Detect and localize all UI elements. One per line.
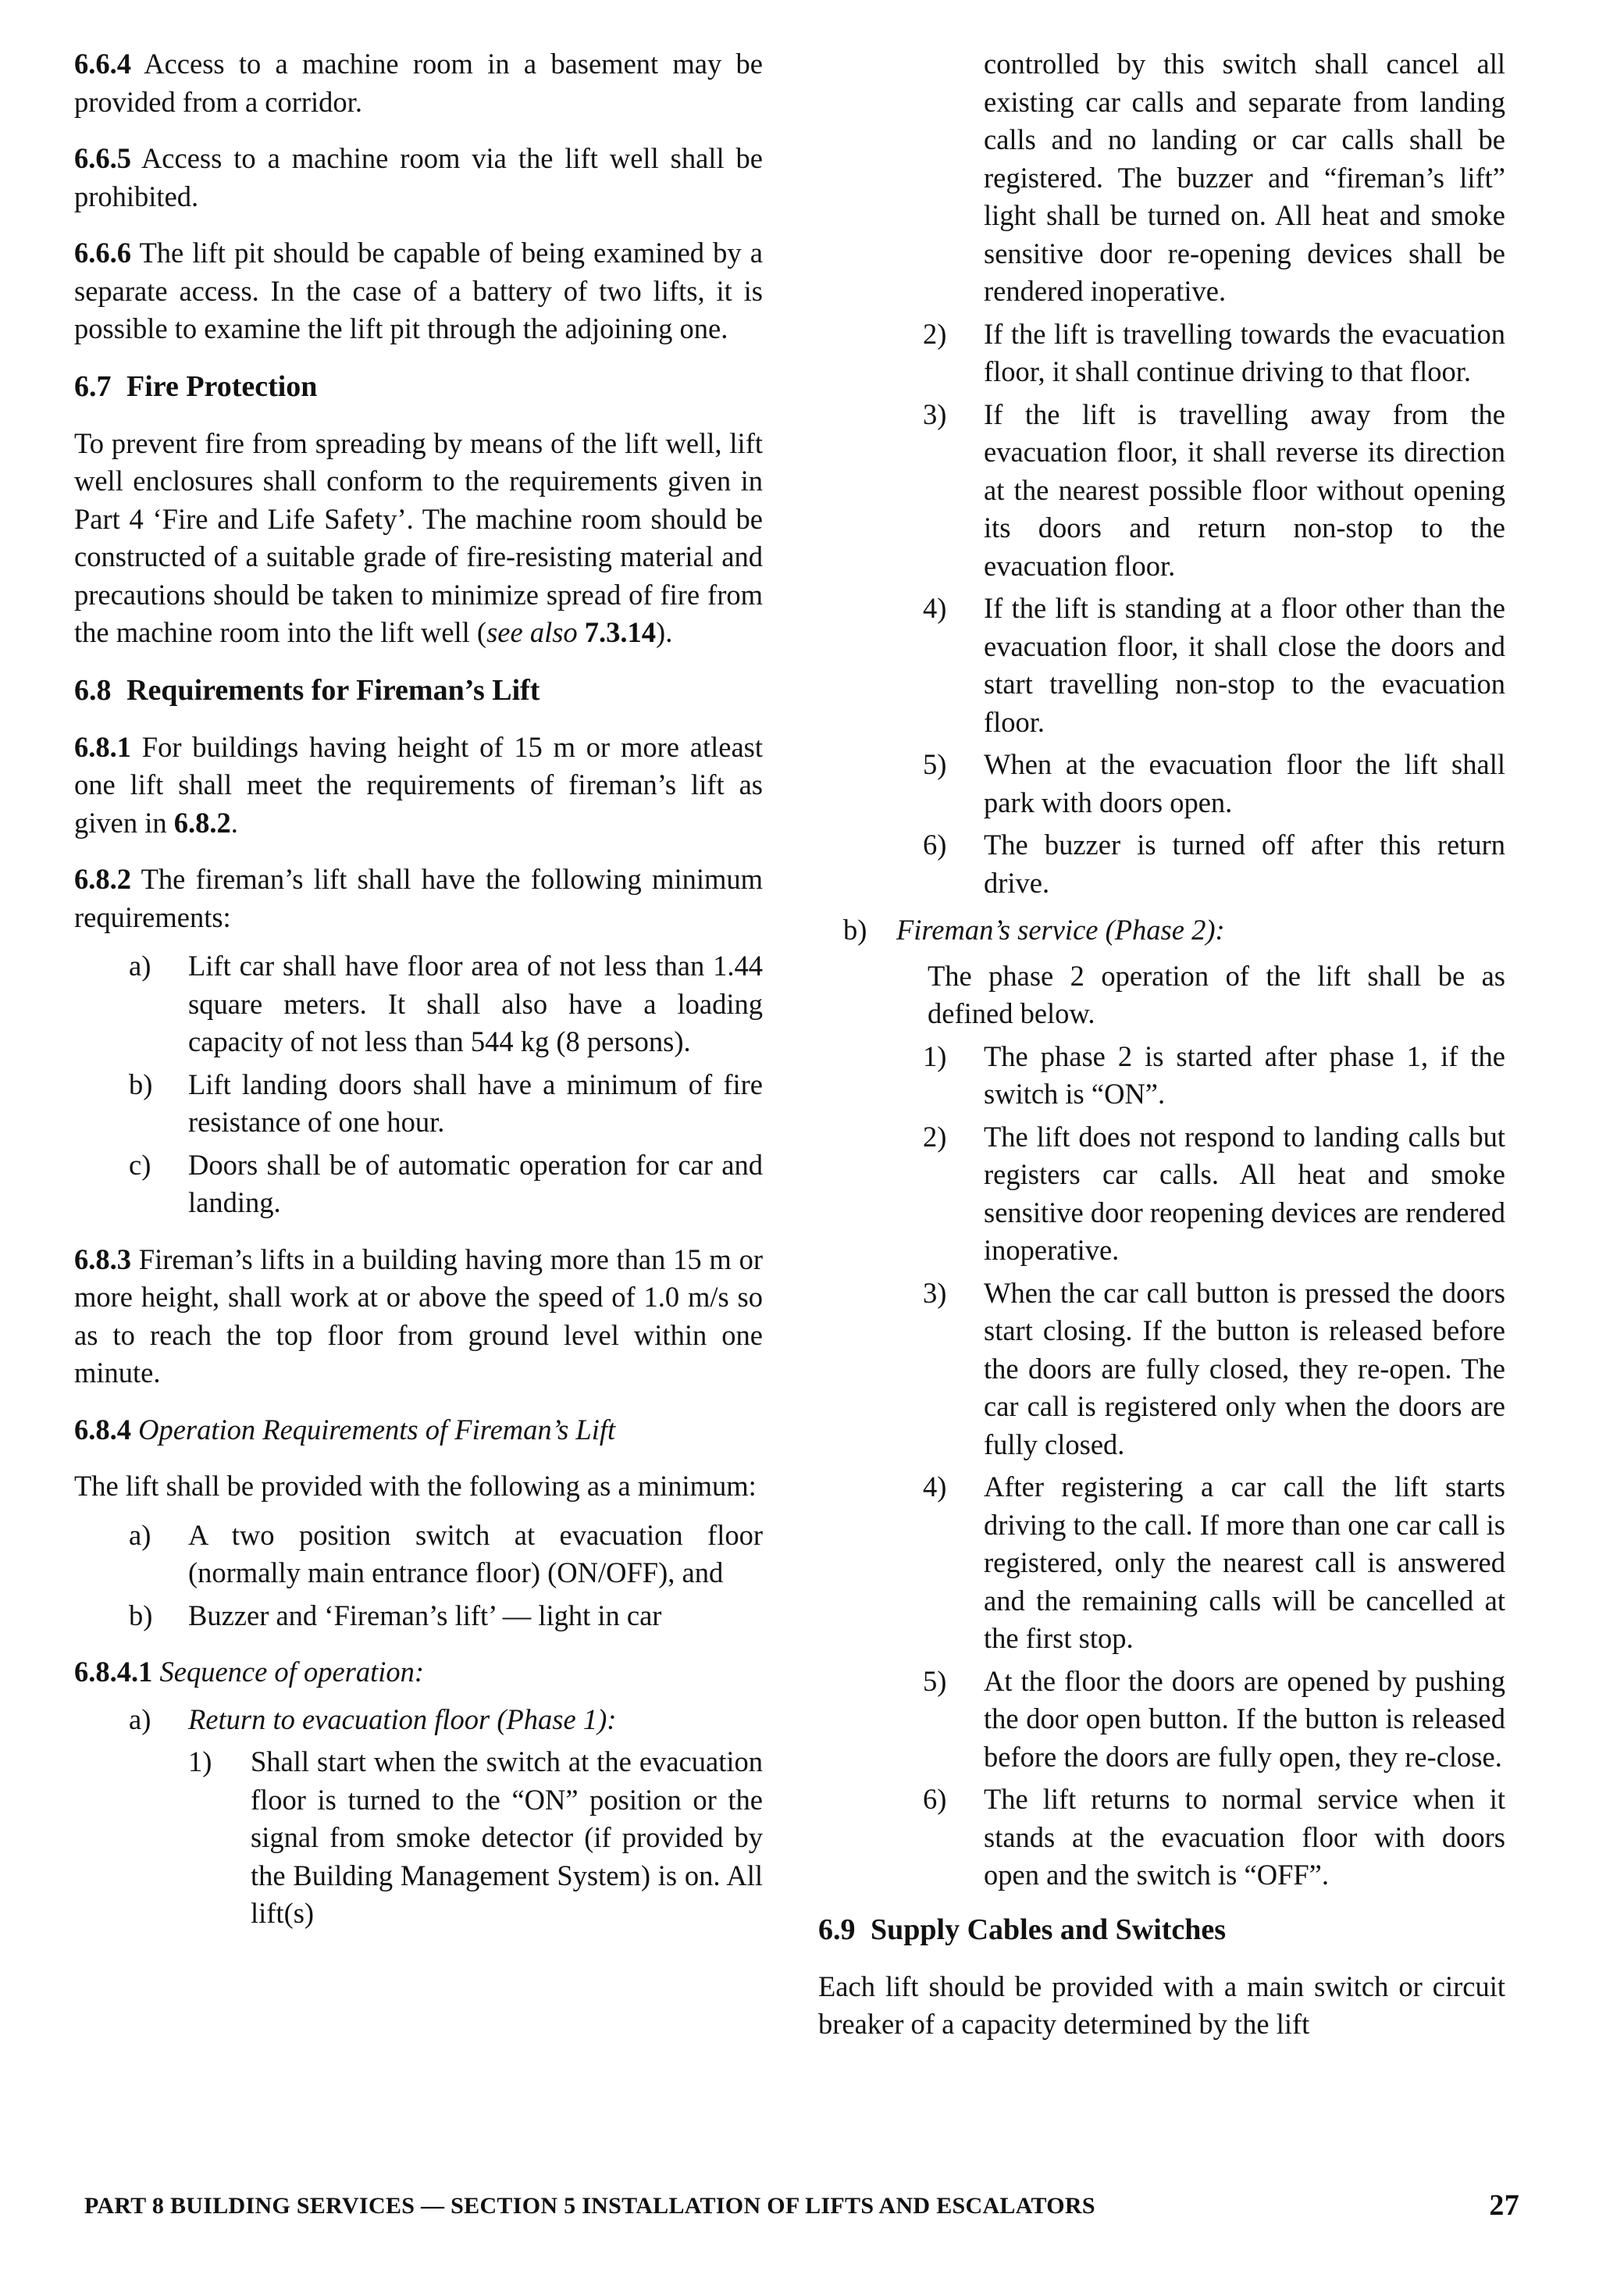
list-item: b) Buzzer and ‘Fireman’s lift’ — light in car: [129, 1599, 662, 1631]
phase-2-heading: b) Fireman’s service (Phase 2):: [843, 914, 1225, 946]
paragraph-6-7: To prevent fire from spreading by means of the lift well, lift well enclosures shall conform to the requirements given in Part 4 ‘Fire and Life Safety’. The machine room should be constructed of a suitable grade of fire-resisting material and precautions should be taken to minimize spread of fire from the machine room into the lift well (see also 7.3.14).: [74, 426, 763, 648]
list-item: 1) Shall start when the switch at the evacuation floor is turned to the “ON” position or the signal from smoke detector (if provided by the Building Management System) is on. All lift(s): [188, 1745, 763, 1929]
clause-6-8-3: 6.8.3 Fireman’s lifts in a building having more than 15 m or more height, shall work at or above the speed of 1.0 m/s so as to reach the top floor from ground level within one minute.: [74, 1242, 763, 1389]
list-item: c) Doors shall be of automatic operation for car and landing.: [129, 1148, 763, 1218]
list-item: 6) The lift returns to normal service when it stands at the evacuation floor with doors open and the switch is “OFF”.: [923, 1783, 1505, 1891]
page-footer: [84, 2189, 1519, 2222]
left-column: [74, 45, 763, 1938]
page-number: 27: [1489, 2189, 1519, 2222]
list-item: b) Lift landing doors shall have a minimum of fire resistance of one hour.: [129, 1068, 763, 1138]
heading-6-7: 6.7 Fire Protection: [74, 369, 318, 403]
list-item: 3) When the car call button is pressed the doors start closing. If the button is released before the doors are fully closed, they re-open. The car call is registered only when the doors are fully closed.: [923, 1276, 1505, 1460]
footer-running-title: PART 8 BUILDING SERVICES — SECTION 5 INSTALLATION OF LIFTS AND ESCALATORS: [84, 2193, 1095, 2219]
list-item: 3) If the lift is travelling away from the evacuation floor, it shall reverse its direction at the nearest possible floor without opening its doors and return non-stop to the evacuation floor.: [923, 398, 1505, 582]
list-item: a) Lift car shall have floor area of not less than 1.44 square meters. It shall also have a loading capacity of not less than 544 kg (8 persons).: [129, 950, 763, 1057]
list-item: a) A two position switch at evacuation floor (normally main entrance floor) (ON/OFF), and: [129, 1518, 763, 1588]
heading-6-9: 6.9 Supply Cables and Switches: [818, 1913, 1227, 1946]
list-item: 2) If the lift is travelling towards the evacuation floor, it shall continue driving to that floor.: [923, 317, 1505, 387]
phase-1-heading: a) Return to evacuation floor (Phase 1):: [129, 1702, 617, 1735]
phase-1-item-1-continued: controlled by this switch shall cancel all existing car calls and separate from landing calls and no landing or car calls shall be registered. The buzzer and “fireman’s lift” light shall be turned on. All heat and smoke sensitive door re-opening devices shall be rendered inoperative.: [984, 48, 1505, 307]
right-column: [818, 45, 1505, 2062]
requirements-list: [74, 947, 763, 1222]
list-item: 5) At the floor the doors are opened by pushing the door open button. If the button is released before the doors are fully open, they re-close.: [923, 1664, 1505, 1773]
clause-6-6-5: 6.6.5 Access to a machine room via the lift well shall be prohibited.: [74, 142, 763, 212]
list-item: 6) The buzzer is turned off after this return drive.: [923, 829, 1505, 899]
minimum-provisions-list: [74, 1517, 763, 1635]
paragraph-6-9: Each lift should be provided with a main switch or circuit breaker of a capacity determined by the lift: [818, 1970, 1505, 2040]
list-item: 5) When at the evacuation floor the lift shall park with doors open.: [923, 748, 1505, 818]
list-item: 4) After registering a car call the lift starts driving to the call. If more than one car call is registered, only the nearest call is answered and the remaining calls will be cancelled at the first stop.: [923, 1471, 1505, 1654]
phase-2-intro: The phase 2 operation of the lift shall be as defined below.: [928, 959, 1505, 1029]
heading-6-8: 6.8 Requirements for Fireman’s Lift: [74, 673, 540, 707]
clause-6-6-4: 6.6.4 Access to a machine room in a basement may be provided from a corridor.: [74, 48, 763, 118]
clause-6-8-4: 6.8.4 Operation Requirements of Fireman’s Lift: [74, 1413, 616, 1446]
list-item: 1) The phase 2 is started after phase 1, if the switch is “ON”.: [923, 1039, 1505, 1110]
list-item: 2) The lift does not respond to landing calls but registers car calls. All heat and smoke sensitive door reopening devices are rendered inoperative.: [923, 1120, 1505, 1266]
clause-6-8-4-1: 6.8.4.1 Sequence of operation:: [74, 1656, 425, 1688]
clause-6-8-1: 6.8.1 For buildings having height of 15 m or more atleast one lift shall meet the requirements of fireman’s lift as given in 6.8.2.: [74, 730, 763, 839]
clause-6-6-6: 6.6.6 The lift pit should be capable of being examined by a separate access. In the case of a battery of two lifts, it is possible to examine the lift pit through the adjoining one.: [74, 237, 763, 344]
paragraph-6-8-4: The lift shall be provided with the following as a minimum:: [74, 1470, 757, 1502]
list-item: 4) If the lift is standing at a floor other than the evacuation floor, it shall close the doors and start travelling non-stop to the evacuation floor.: [923, 592, 1505, 738]
clause-6-8-2: 6.8.2 The fireman’s lift shall have the following minimum requirements:: [74, 863, 764, 933]
